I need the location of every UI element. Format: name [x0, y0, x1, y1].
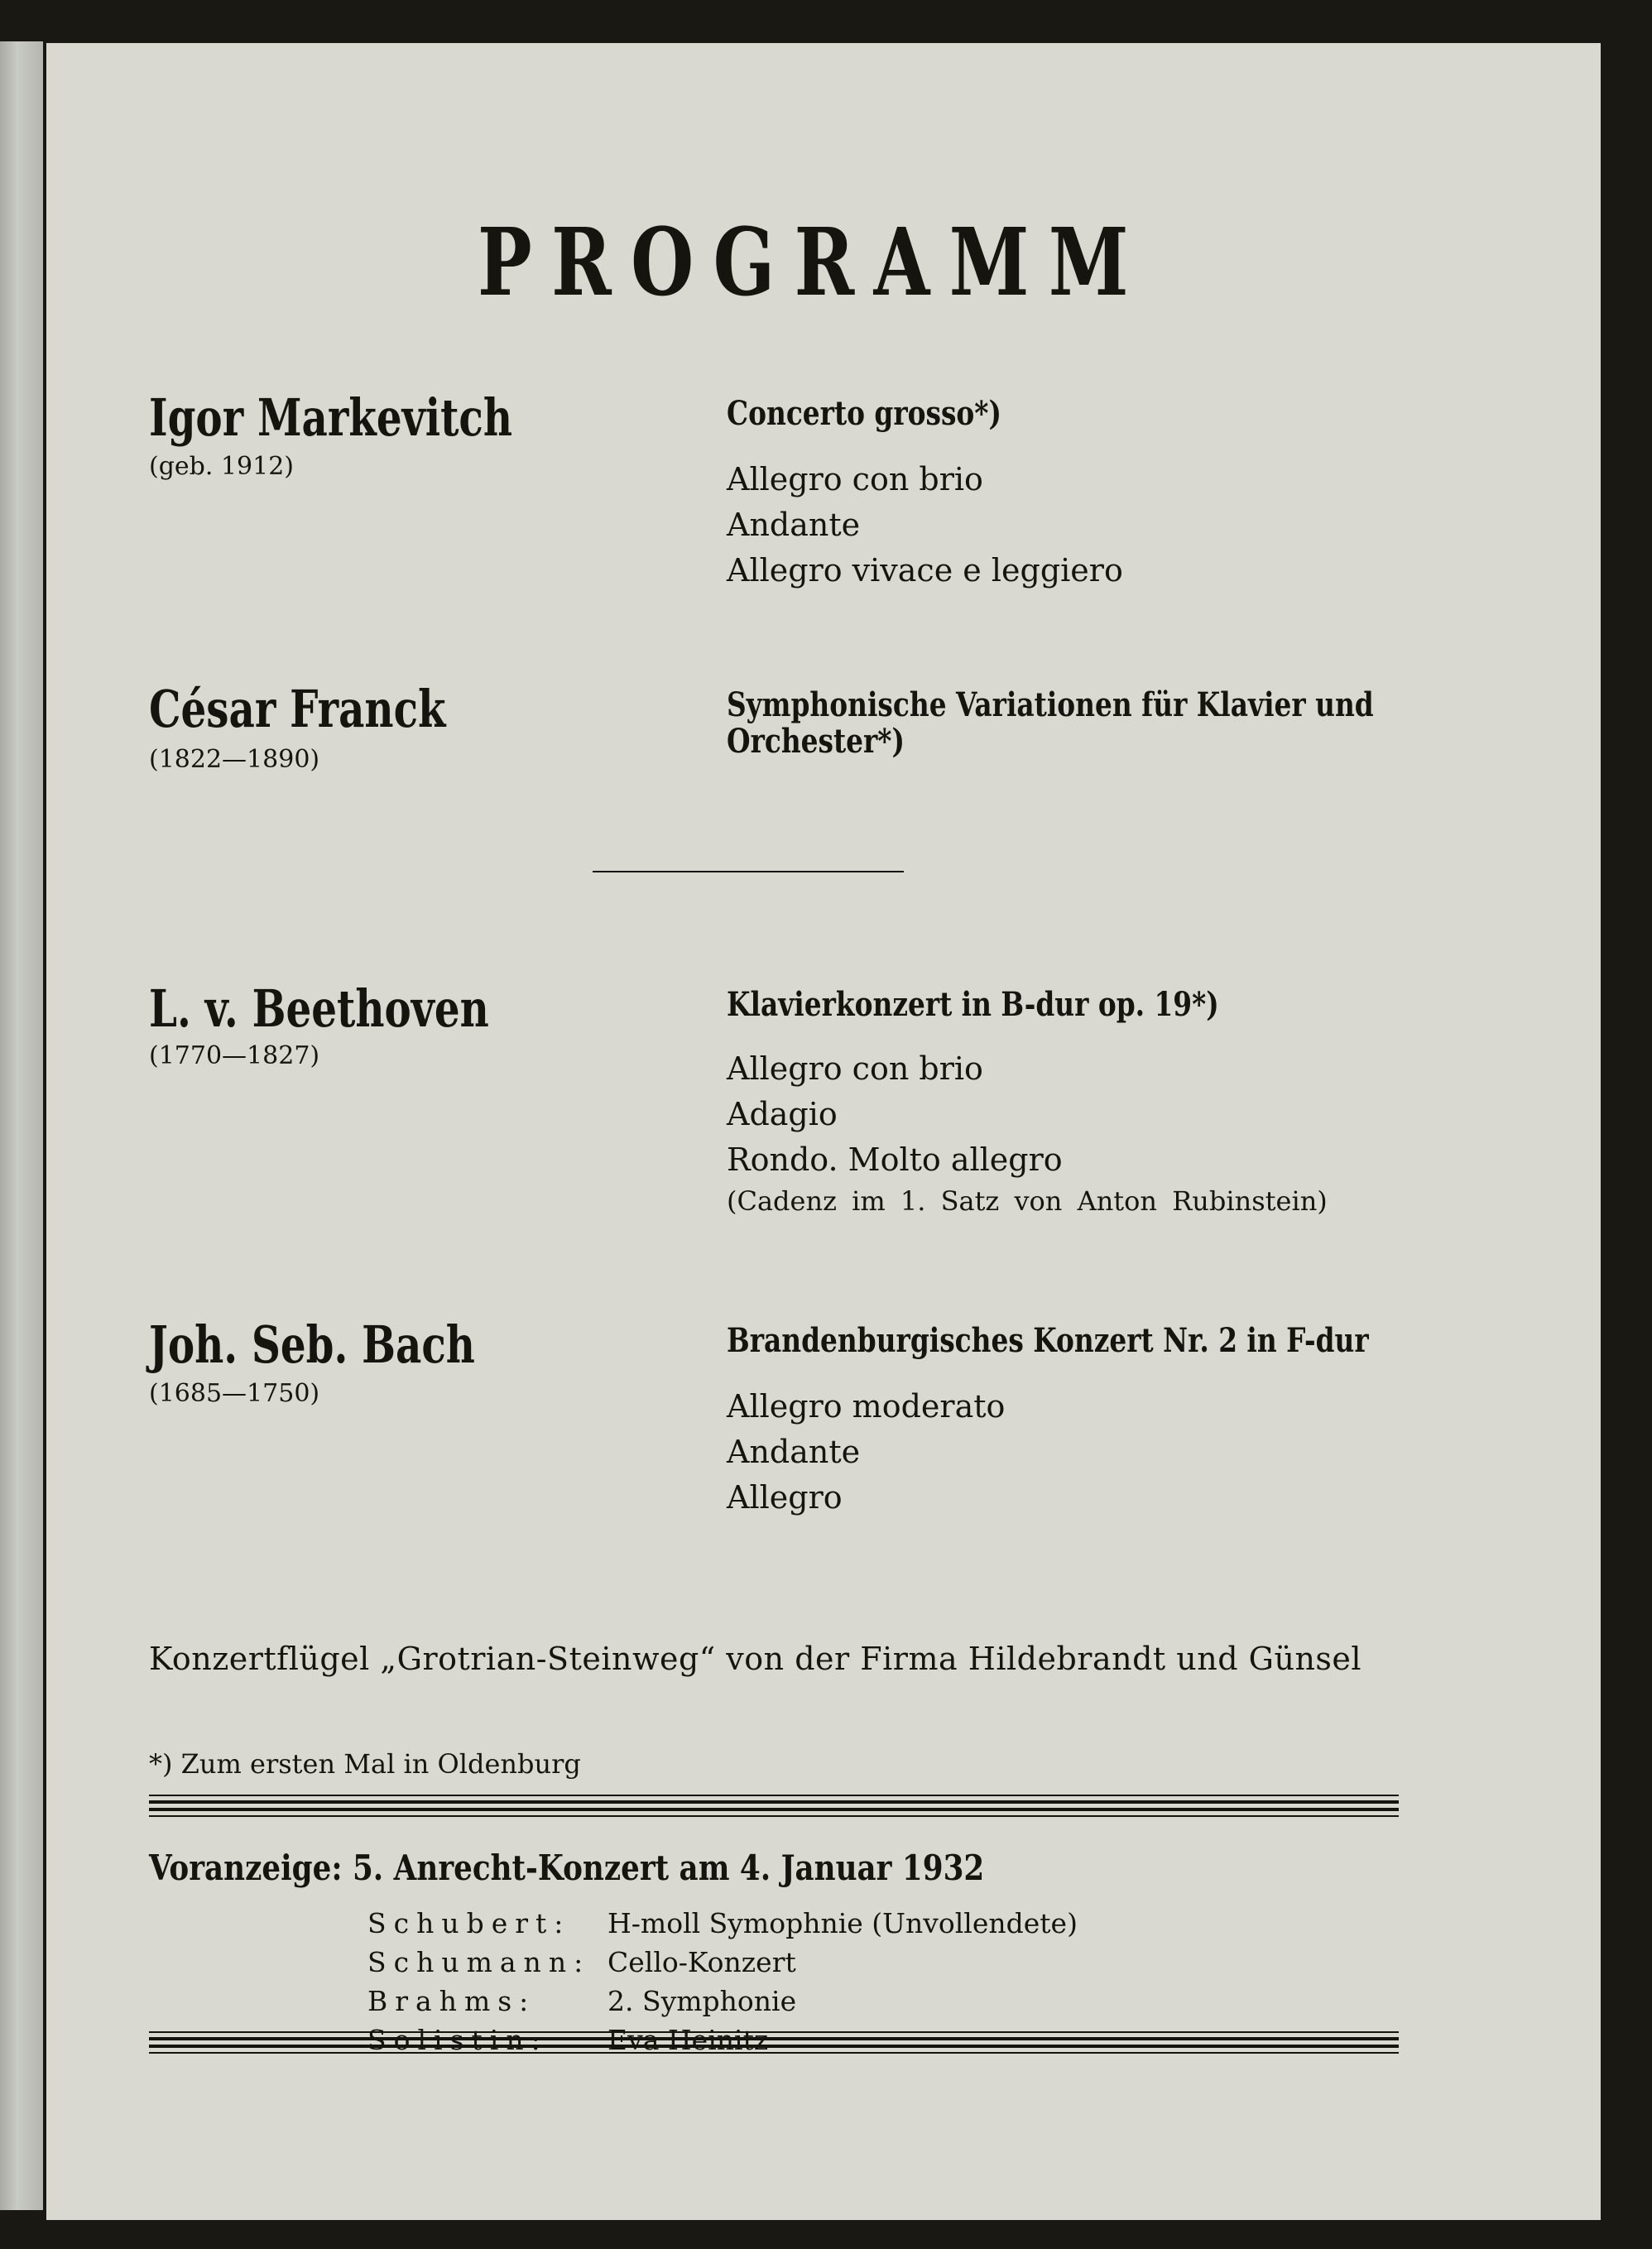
preview-value: H-moll Symophnie (Unvollendete): [607, 1907, 1078, 1939]
double-rule: [149, 1795, 1399, 1821]
composer-dates: (geb. 1912): [149, 452, 294, 481]
composer-dates: (1822—1890): [149, 745, 320, 774]
double-rule: [149, 2031, 1399, 2058]
binding-spine: [0, 41, 43, 2210]
work-title: Klavierkonzert in B-dur op. 19*): [727, 985, 1219, 1024]
composer-name: L. v. Beethoven: [149, 978, 489, 1039]
composer-dates: (1685—1750): [149, 1379, 320, 1408]
movement: Allegro con brio: [727, 461, 983, 497]
movement: Adagio: [727, 1096, 838, 1132]
program-page: [46, 43, 1601, 2220]
preview-heading: Voranzeige: 5. Anrecht-Konzert am 4. Januar 1932: [149, 1848, 985, 1888]
movement: Allegro vivace e leggiero: [727, 552, 1123, 589]
cadenza-note: (Cadenz im 1. Satz von Anton Rubinstein): [727, 1185, 1328, 1217]
movement-list: [727, 1046, 1063, 1183]
preview-value: 2. Symphonie: [607, 1985, 797, 2017]
work-title: Symphonische Variationen für Klavier und Orchester*): [727, 685, 1374, 761]
piano-credit: Konzertflügel „Grotrian-Steinweg“ von der Firma Hildebrandt und Günsel: [149, 1641, 1362, 1677]
movement: Andante: [727, 507, 861, 543]
preview-row: [367, 1982, 1078, 2021]
preview-value: Cello-Konzert: [607, 1946, 796, 1978]
footnote: *) Zum ersten Mal in Oldenburg: [149, 1748, 581, 1780]
work-title: Concerto grosso*): [727, 394, 1001, 433]
movement: Andante: [727, 1434, 861, 1470]
preview-label: Brahms:: [367, 1985, 536, 2017]
composer-name: Joh. Seb. Bach: [149, 1314, 475, 1375]
movement: Allegro con brio: [727, 1050, 983, 1087]
composer-name: Igor Markevitch: [149, 387, 513, 448]
movement: Allegro: [727, 1479, 843, 1516]
movement-list: [727, 1384, 1005, 1521]
composer-dates: (1770—1827): [149, 1041, 320, 1070]
preview-row: [367, 1943, 1078, 1982]
section-divider: [593, 871, 904, 872]
movement-list: [727, 457, 1123, 593]
page-title: PROGRAMM: [478, 209, 1149, 317]
preview-row: [367, 1904, 1078, 1943]
movement: Rondo. Molto allegro: [727, 1141, 1063, 1178]
work-title: Brandenburgisches Konzert Nr. 2 in F-dur: [727, 1321, 1369, 1360]
preview-label: Schubert:: [367, 1907, 571, 1939]
composer-name: César Franck: [149, 679, 446, 739]
movement: Allegro moderato: [727, 1388, 1006, 1425]
preview-label: Schumann:: [367, 1946, 591, 1978]
